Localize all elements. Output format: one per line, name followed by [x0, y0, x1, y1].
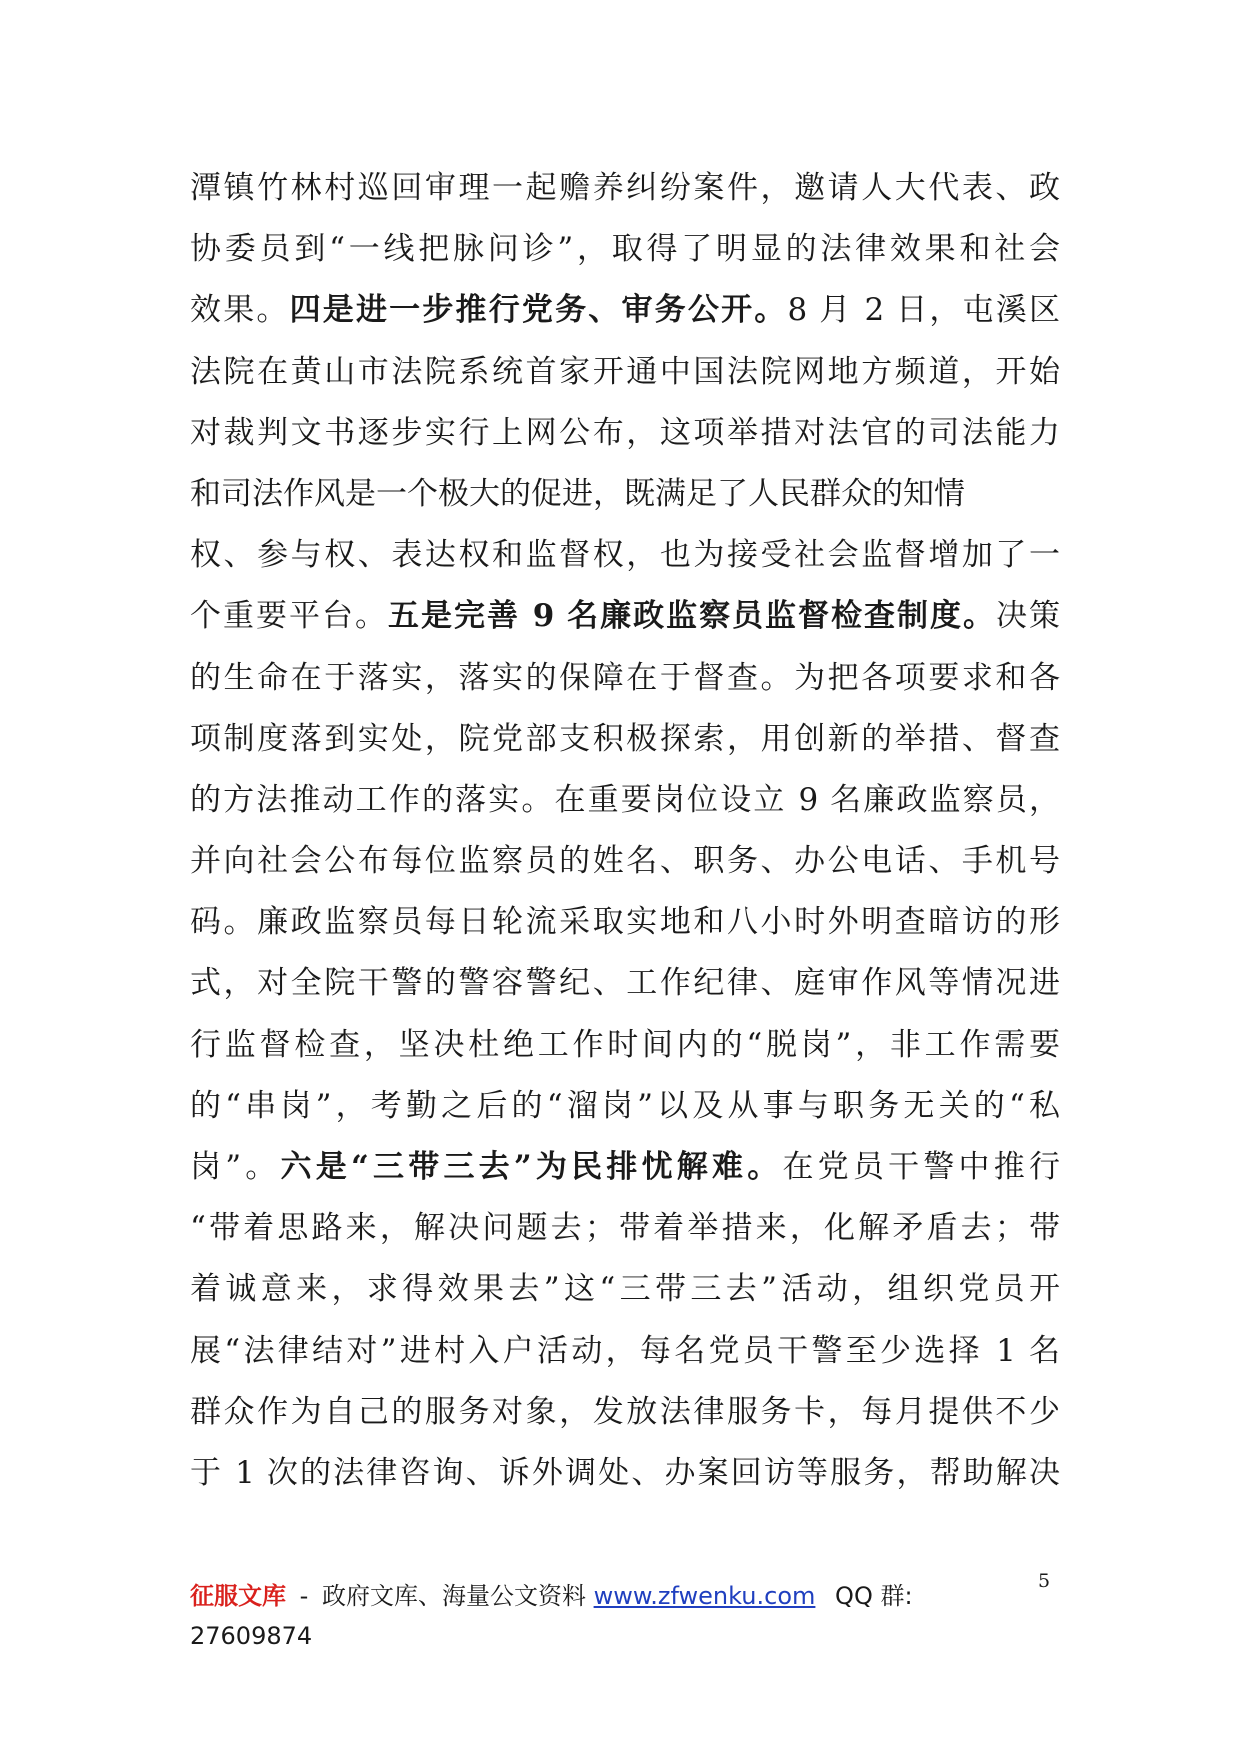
- footer: [190, 1576, 990, 1656]
- bold-heading-segment: 四是进一步推行党务、审务公开。: [289, 292, 788, 329]
- text-line: [190, 158, 1060, 219]
- footer-description: 政府文库、海量公文资料: [321, 1582, 586, 1610]
- text-line: [190, 953, 1060, 1014]
- text-line: [190, 831, 1060, 892]
- text-line: [190, 1443, 1060, 1504]
- text-segment: 式，对全院干警的警容警纪、工作纪律、庭审作风等情况进: [190, 965, 1060, 1002]
- text-segment: 在党员干警中推行: [782, 1149, 1060, 1185]
- text-segment: 效果。: [190, 292, 290, 329]
- text-line: [190, 648, 1060, 709]
- footer-qq-number: 27609874: [190, 1622, 313, 1650]
- text-segment: 群众作为自己的服务对象，发放法律服务卡，每月提供不少: [190, 1393, 1060, 1430]
- text-segment: 对裁判文书逐步实行上网公布，这项举措对法官的司法能力: [190, 414, 1060, 451]
- text-segment: 的方法推动工作的落实。在重要岗位设立 9 名廉政监察员，: [190, 781, 1060, 818]
- text-line: [190, 1015, 1060, 1076]
- text-segment: 项制度落到实处，院党部支积极探索，用创新的举措、督查: [190, 720, 1060, 757]
- text-line: [190, 1198, 1060, 1259]
- page-number: 5: [1038, 1570, 1051, 1592]
- text-line: [190, 1076, 1060, 1137]
- text-segment: 决策: [996, 598, 1060, 635]
- bold-heading-segment: 五是完善 9 名廉政监察员监督检查制度。: [387, 598, 997, 635]
- text-segment: 行监督检查，坚决杜绝工作时间内的“脱岗”，非工作需要: [190, 1026, 1060, 1063]
- text-segment: 展“法律结对”进村入户活动，每名党员干警至少选择 1 名: [190, 1332, 1060, 1369]
- bold-heading-segment: 六是“三带三去”为民排忧解难。: [280, 1149, 783, 1185]
- text-segment: 码。廉政监察员每日轮流采取实地和八小时外明查暗访的形: [190, 904, 1060, 941]
- text-segment: 和司法作风是一个极大的促进，既满足了人民群众的知情: [190, 475, 965, 512]
- text-segment: 协委员到“一线把脉问诊”，取得了明显的法律效果和社会: [190, 231, 1060, 268]
- text-segment: 个重要平台。: [190, 598, 388, 635]
- text-segment: 的生命在于落实，落实的保障在于督查。为把各项要求和各: [190, 659, 1060, 696]
- text-segment: 于 1 次的法律咨询、诉外调处、办案回访等服务，帮助解决: [190, 1454, 1060, 1491]
- text-line: [190, 342, 1060, 403]
- text-segment: 8 月 2 日，屯溪区: [787, 292, 1060, 329]
- footer-line-2: [190, 1616, 990, 1656]
- footer-brand[interactable]: 征服文库: [190, 1582, 286, 1610]
- footer-line-1: [190, 1576, 990, 1616]
- text-line: [190, 403, 1060, 464]
- text-segment: 法院在黄山市法院系统首家开通中国法院网地方频道，开始: [190, 353, 1060, 390]
- text-segment: “带着思路来，解决问题去；带着举措来，化解矛盾去；带: [190, 1210, 1060, 1247]
- footer-separator: -: [299, 1582, 309, 1610]
- text-segment: 着诚意来，求得效果去”这“三带三去”活动，组织党员开: [190, 1271, 1060, 1308]
- text-line: [190, 709, 1060, 770]
- text-segment: 潭镇竹林村巡回审理一起赡养纠纷案件，邀请人大代表、政: [190, 170, 1060, 206]
- text-segment: 权、参与权、表达权和监督权，也为接受社会监督增加了一: [190, 537, 1060, 574]
- text-line: [190, 1382, 1060, 1443]
- document-body: [190, 158, 1060, 1504]
- text-line: [190, 464, 1060, 525]
- text-line: [190, 525, 1060, 586]
- footer-link[interactable]: www.zfwenku.com: [593, 1582, 816, 1610]
- text-line: [190, 1137, 1060, 1198]
- text-line: [190, 280, 1060, 341]
- text-segment: 岗”。: [190, 1149, 281, 1185]
- text-line: [190, 892, 1060, 953]
- text-line: [190, 1321, 1060, 1382]
- text-line: [190, 219, 1060, 280]
- footer-qq-label: QQ 群:: [835, 1582, 913, 1610]
- text-line: [190, 1259, 1060, 1320]
- text-segment: 的“串岗”，考勤之后的“溜岗”以及从事与职务无关的“私: [190, 1087, 1060, 1124]
- text-line: [190, 586, 1060, 647]
- text-segment: 并向社会公布每位监察员的姓名、职务、办公电话、手机号: [190, 843, 1060, 880]
- text-line: [190, 770, 1060, 831]
